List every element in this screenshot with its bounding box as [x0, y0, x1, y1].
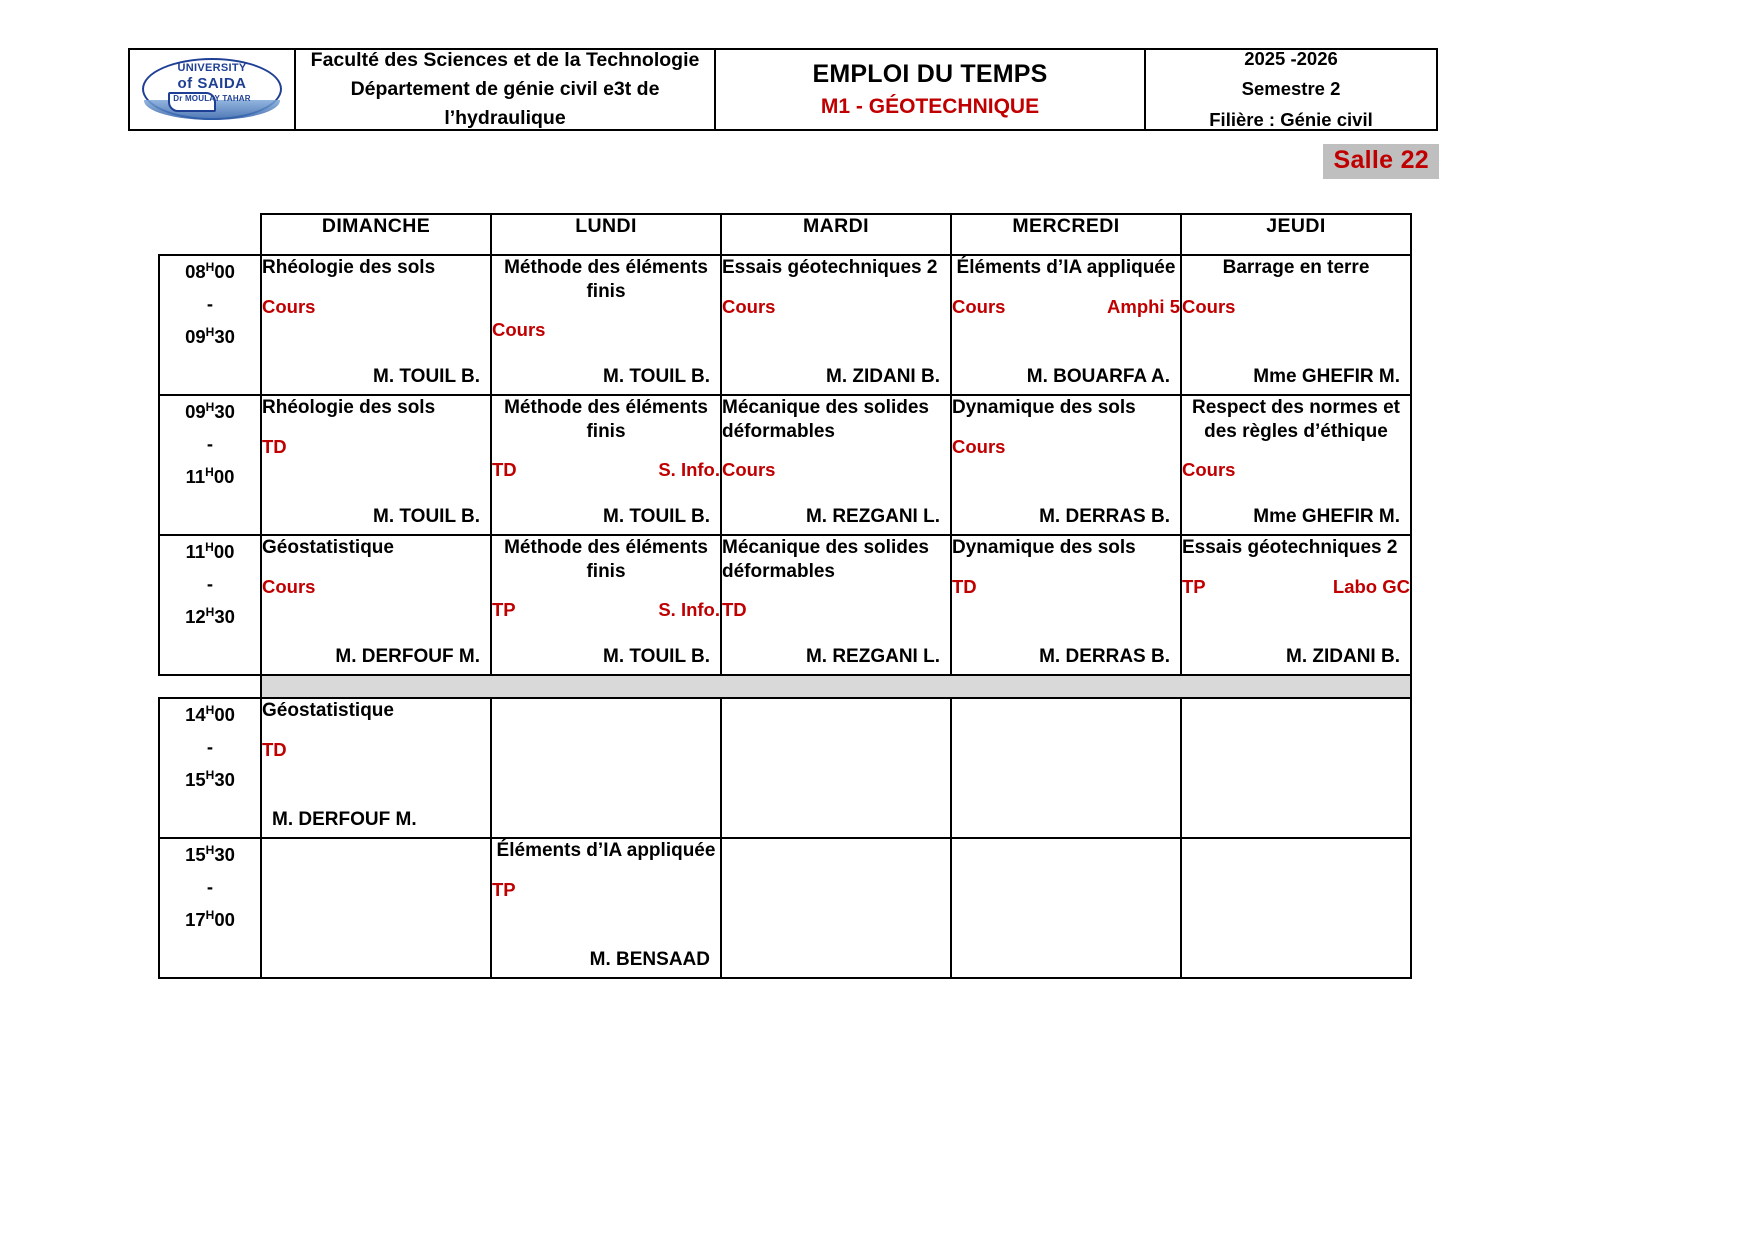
slot-lundi-1400: [491, 698, 721, 838]
page-subtitle: M1 - GÉOTECHNIQUE: [820, 95, 1040, 118]
teacher-name: M. TOUIL B.: [373, 366, 480, 387]
table-row: [159, 698, 1411, 838]
time-start-min: 30: [214, 401, 235, 422]
time-end-h: H: [205, 324, 215, 339]
slot-jeudi-1100: [1181, 535, 1411, 675]
teacher-name: M. DERFOUF M.: [335, 646, 480, 667]
year-block: [1146, 47, 1436, 130]
time-start-min: 00: [213, 541, 235, 562]
slot-mardi-1100: [721, 535, 951, 675]
session-type: Cours: [1182, 296, 1236, 317]
module-name: Respect des normes et des règles d’éthique: [1191, 397, 1401, 443]
time-cell-4: [159, 838, 261, 978]
module-name: Barrage en terre: [1222, 257, 1370, 278]
teacher-name: M. DERRAS B.: [1039, 646, 1170, 667]
time-end-hour: 17: [185, 908, 206, 930]
session-type: TP: [492, 879, 516, 900]
teacher-name: Mme GHEFIR M.: [1253, 366, 1400, 387]
session-type: TD: [952, 576, 977, 597]
logo-line2: of SAIDA: [177, 75, 247, 93]
time-start-h: H: [205, 842, 215, 857]
time-end-min: 00: [214, 908, 235, 930]
teacher-name: M. ZIDANI B.: [1286, 646, 1400, 667]
day-header-mercredi: MERCREDI: [951, 214, 1181, 255]
time-end-hour: 12: [185, 605, 206, 627]
time-start-min: 00: [214, 704, 235, 725]
session-type: TP: [1182, 576, 1206, 597]
time-end-hour: 15: [185, 768, 206, 790]
slot-mercredi-1530: [951, 838, 1181, 978]
session-type: Cours: [262, 296, 316, 317]
module-name: Mécanique des solides déformables: [722, 397, 929, 443]
day-header-jeudi: JEUDI: [1181, 214, 1411, 255]
time-cell-3: [159, 698, 261, 838]
session-type: TP: [492, 598, 516, 620]
time-start-h: H: [205, 539, 214, 554]
time-start-min: 00: [214, 261, 235, 282]
time-start-min: 30: [214, 844, 235, 865]
slot-mercredi-1400: [951, 698, 1181, 838]
faculty-block: [296, 50, 716, 129]
time-start-hour: 11: [185, 541, 206, 562]
teacher-name: M. REZGANI L.: [805, 646, 940, 667]
teacher-name: M. TOUIL B.: [603, 646, 710, 667]
time-end-min: 00: [213, 465, 235, 487]
slot-mercredi-0930: [951, 395, 1181, 535]
module-name: Éléments d’IA appliquée: [496, 840, 716, 861]
session-type: TD: [492, 458, 517, 480]
filiere: Filière : Génie civil: [1209, 108, 1373, 130]
teacher-name: M. DERFOUF M.: [272, 809, 417, 830]
session-type: Cours: [1182, 458, 1236, 480]
lunch-break-row: [159, 675, 1411, 698]
slot-mercredi-0800: [951, 255, 1181, 395]
module-name: Essais géotechniques 2: [722, 257, 938, 278]
teacher-name: M. DERRAS B.: [1039, 506, 1170, 527]
teacher-name: Mme GHEFIR M.: [1253, 506, 1400, 527]
module-name: Rhéologie des sols: [262, 257, 436, 278]
academic-year: 2025 -2026: [1244, 47, 1338, 69]
time-end-hour: 11: [185, 465, 206, 487]
module-name: Méthode des éléments finis: [504, 257, 708, 303]
corner-cell: [159, 214, 261, 255]
time-start-h: H: [205, 259, 215, 274]
module-name: Méthode des éléments finis: [504, 397, 708, 443]
module-name: Mécanique des solides déformables: [722, 537, 929, 583]
session-type: Cours: [722, 296, 776, 317]
lunch-break-empty: [159, 675, 261, 698]
slot-jeudi-0800: [1181, 255, 1411, 395]
module-name: Dynamique des sols: [952, 397, 1136, 418]
session-room: S. Info.: [658, 458, 720, 480]
slot-mardi-0930: [721, 395, 951, 535]
slot-mercredi-1100: [951, 535, 1181, 675]
slot-dimanche-1530: [261, 838, 491, 978]
time-cell-1: [159, 395, 261, 535]
logo-icon: [134, 54, 290, 126]
slot-lundi-0930: [491, 395, 721, 535]
day-header-lundi: LUNDI: [491, 214, 721, 255]
slot-lundi-1100: [491, 535, 721, 675]
teacher-name: M. TOUIL B.: [603, 506, 710, 527]
time-dash: -: [206, 876, 214, 898]
time-start-hour: 15: [185, 844, 206, 865]
document-header: [128, 48, 1438, 131]
teacher-name: M. ZIDANI B.: [826, 366, 940, 387]
slot-dimanche-1100: [261, 535, 491, 675]
time-end-h: H: [205, 907, 215, 922]
slot-jeudi-1530: [1181, 838, 1411, 978]
slot-mardi-1530: [721, 838, 951, 978]
room-badge: Salle 22: [1323, 144, 1439, 179]
slot-lundi-1530: [491, 838, 721, 978]
session-type: TD: [262, 436, 287, 457]
day-header-mardi: MARDI: [721, 214, 951, 255]
slot-mardi-1400: [721, 698, 951, 838]
table-row: [159, 838, 1411, 978]
time-dash: -: [206, 736, 214, 758]
session-type: TD: [262, 739, 287, 760]
time-end-hour: 09: [185, 325, 206, 347]
module-name: Rhéologie des sols: [262, 397, 436, 418]
title-block: [716, 50, 1146, 129]
time-start-h: H: [205, 702, 215, 717]
teacher-name: M. BOUARFA A.: [1026, 366, 1170, 387]
slot-jeudi-1400: [1181, 698, 1411, 838]
timetable-header-row: [159, 214, 1411, 255]
time-dash: -: [206, 293, 214, 315]
timetable: [158, 213, 1412, 979]
slot-mardi-0800: [721, 255, 951, 395]
table-row: [159, 535, 1411, 675]
module-name: Géostatistique: [262, 700, 394, 721]
logo-line1: UNIVERSITY: [177, 61, 247, 74]
time-end-h: H: [205, 767, 215, 782]
module-name: Éléments d’IA appliquée: [956, 257, 1176, 278]
session-room: S. Info.: [658, 598, 720, 620]
session-type: Cours: [492, 318, 546, 340]
session-type: Cours: [952, 436, 1006, 457]
time-end-h: H: [205, 604, 215, 619]
table-row: [159, 395, 1411, 535]
time-cell-0: [159, 255, 261, 395]
slot-dimanche-1400: [261, 698, 491, 838]
slot-dimanche-0800: [261, 255, 491, 395]
session-type: Cours: [262, 576, 316, 597]
time-start-hour: 09: [185, 401, 206, 422]
time-end-h: H: [205, 464, 214, 479]
logo-line3: Dr MOULAY TAHAR: [173, 94, 251, 103]
time-dash: -: [206, 573, 214, 595]
module-name: Géostatistique: [262, 537, 394, 558]
module-name: Méthode des éléments finis: [504, 537, 708, 583]
slot-lundi-0800: [491, 255, 721, 395]
lunch-break-band: [261, 675, 1411, 698]
time-start-hour: 14: [185, 704, 206, 725]
teacher-name: M. TOUIL B.: [373, 506, 480, 527]
faculty-name: Faculté des Sciences et de la Technologie: [310, 48, 700, 71]
time-end-min: 30: [214, 768, 235, 790]
day-header-dimanche: DIMANCHE: [261, 214, 491, 255]
time-dash: -: [206, 433, 214, 455]
teacher-name: M. BENSAAD: [589, 949, 710, 970]
slot-dimanche-0930: [261, 395, 491, 535]
university-logo: [130, 50, 296, 129]
teacher-name: M. REZGANI L.: [805, 506, 940, 527]
session-room: Labo GC: [1332, 576, 1410, 597]
session-type: Cours: [722, 458, 776, 480]
time-cell-2: [159, 535, 261, 675]
module-name: Dynamique des sols: [952, 537, 1136, 558]
teacher-name: M. TOUIL B.: [603, 366, 710, 387]
time-start-hour: 08: [185, 261, 206, 282]
time-end-min: 30: [214, 605, 235, 627]
slot-jeudi-0930: [1181, 395, 1411, 535]
time-end-min: 30: [214, 325, 235, 347]
table-row: [159, 255, 1411, 395]
session-type: Cours: [952, 296, 1006, 317]
session-room: Amphi 5: [1107, 296, 1180, 317]
session-type: TD: [722, 598, 747, 620]
semester: Semestre 2: [1241, 78, 1341, 100]
page-title: EMPLOI DU TEMPS: [812, 60, 1048, 88]
department-name: Département de génie civil e3t de l’hydraulique: [350, 77, 660, 130]
time-start-h: H: [205, 399, 215, 414]
module-name: Essais géotechniques 2: [1182, 537, 1398, 558]
